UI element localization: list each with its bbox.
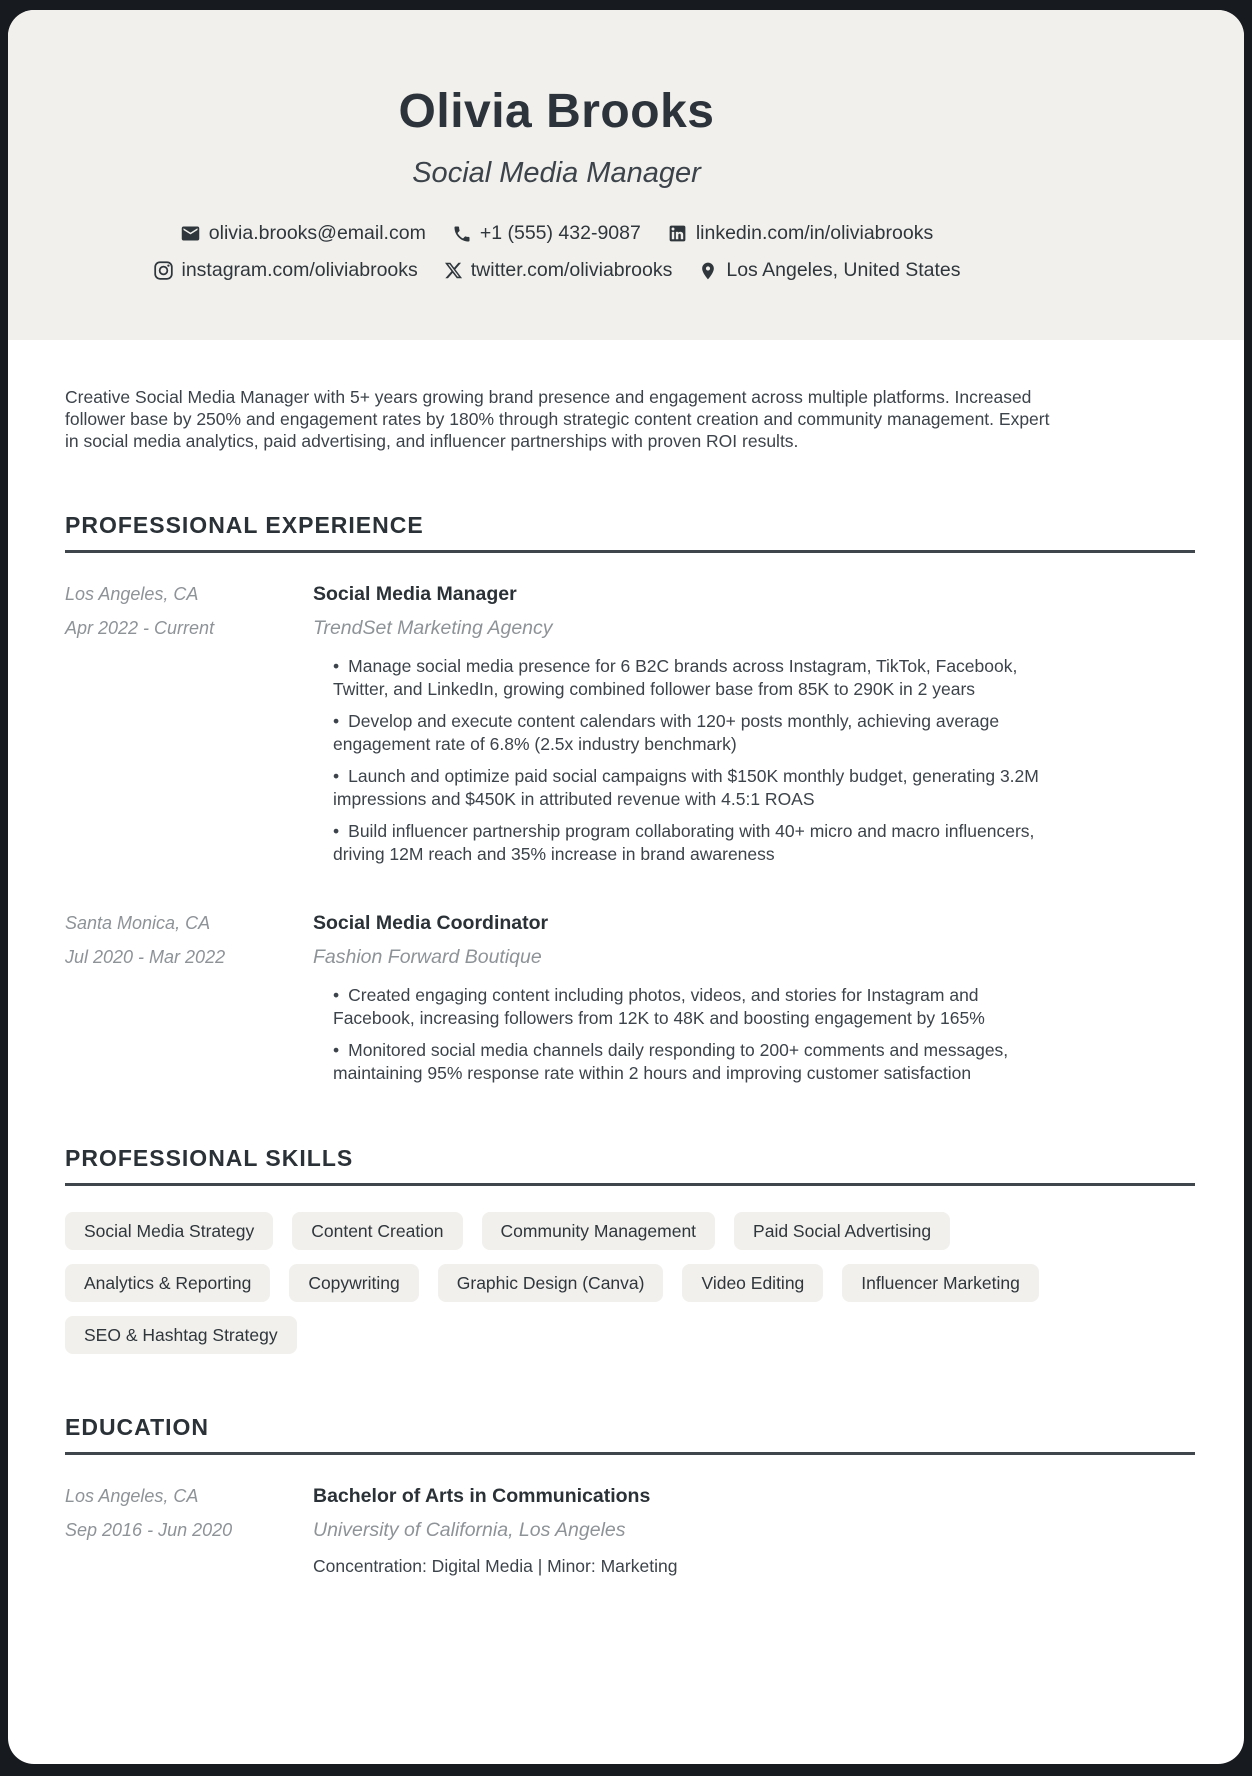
job-location: Santa Monica, CA — [65, 913, 211, 933]
job-location: Los Angeles, CA — [65, 584, 199, 604]
resume-body — [8, 386, 1244, 1578]
job-bullets — [313, 984, 1058, 1085]
email-icon — [180, 223, 201, 244]
contact-location-text: Los Angeles, United States — [726, 259, 961, 281]
section-skills — [65, 1145, 1195, 1354]
education-heading: EDUCATION — [65, 1414, 1195, 1455]
contact-phone — [452, 222, 641, 245]
contact-row-1 — [65, 222, 1048, 245]
education-details: Concentration: Digital Media | Minor: Marketing — [313, 1556, 678, 1576]
skill-tag: Copywriting — [289, 1264, 418, 1302]
job-entry — [65, 581, 1195, 866]
job-bullet: • Build influencer partnership program collaborating with 40+ micro and macro influencers, driving 12M reach and 35% increase in brand awareness — [333, 821, 1035, 864]
contact-email-text: olivia.brooks@email.com — [208, 222, 426, 244]
contact-email — [180, 222, 426, 245]
bullet-dot-icon: • — [333, 711, 340, 731]
job-dates: Apr 2022 - Current — [65, 618, 215, 638]
person-role: Social Media Manager — [412, 157, 701, 189]
skill-tag: Content Creation — [292, 1212, 462, 1250]
resume-header — [8, 10, 1244, 340]
resume-page — [8, 10, 1244, 1764]
summary-paragraph: Creative Social Media Manager with 5+ years growing brand presence and engagement across multiple platforms. Increased follower base by 250% and engagement rates by 180% through strategic content creation and community management. Expert in social media analytics, paid advertising, and influencer partnerships with proven ROI results. — [65, 387, 1050, 451]
contact-info — [65, 222, 1048, 282]
skill-tag: Video Editing — [682, 1264, 823, 1302]
instagram-icon — [153, 260, 174, 281]
job-bullets — [313, 655, 1058, 866]
skill-tag: Analytics & Reporting — [65, 1264, 270, 1302]
skill-tag: Graphic Design (Canva) — [438, 1264, 664, 1302]
job-company: TrendSet Marketing Agency — [313, 617, 553, 639]
education-degree: Bachelor of Arts in Communications — [313, 1485, 651, 1507]
job-bullet: • Develop and execute content calendars with 120+ posts monthly, achieving average engagement rate of 6.8% (2.5x industry benchmark) — [333, 711, 1000, 754]
section-education — [65, 1414, 1195, 1578]
section-experience — [65, 512, 1195, 1085]
education-location: Los Angeles, CA — [65, 1486, 199, 1506]
skill-tag: Community Management — [482, 1212, 716, 1250]
contact-linkedin-text: linkedin.com/in/oliviabrooks — [695, 222, 934, 244]
job-bullet: • Manage social media presence for 6 B2C brands across Instagram, TikTok, Facebook, Twitter, and LinkedIn, growing combined follower base from 85K to 290K in 2 years — [333, 656, 1018, 699]
bullet-dot-icon: • — [333, 656, 340, 676]
twitter-x-icon — [444, 261, 463, 280]
bullet-dot-icon: • — [333, 766, 340, 786]
education-dates: Sep 2016 - Jun 2020 — [65, 1520, 233, 1540]
contact-phone-text: +1 (555) 432-9087 — [479, 222, 641, 244]
skill-tag: Paid Social Advertising — [734, 1212, 950, 1250]
skill-tag: Influencer Marketing — [842, 1264, 1039, 1302]
job-dates: Jul 2020 - Mar 2022 — [65, 947, 226, 967]
job-title: Social Media Manager — [313, 583, 517, 605]
job-bullet: • Created engaging content including photos, videos, and stories for Instagram and Facebook, increasing followers from 12K to 48K and boosting engagement by 165% — [333, 985, 985, 1028]
skill-tags — [65, 1212, 1055, 1354]
bullet-dot-icon: • — [333, 1040, 340, 1060]
contact-linkedin — [667, 222, 933, 245]
contact-row-2 — [65, 259, 1048, 282]
phone-icon — [452, 224, 472, 244]
bullet-dot-icon: • — [333, 985, 340, 1005]
linkedin-icon — [667, 223, 688, 244]
job-title: Social Media Coordinator — [313, 912, 549, 934]
contact-instagram — [153, 259, 418, 282]
job-company: Fashion Forward Boutique — [313, 946, 542, 968]
skill-tag: SEO & Hashtag Strategy — [65, 1316, 297, 1354]
contact-twitter-text: twitter.com/oliviabrooks — [470, 259, 673, 281]
skill-tag: Social Media Strategy — [65, 1212, 273, 1250]
job-entry — [65, 910, 1195, 1085]
job-bullet: • Monitored social media channels daily responding to 200+ comments and messages, maintaining 95% response rate within 2 hours and improving customer satisfaction — [333, 1040, 1009, 1083]
bullet-dot-icon: • — [333, 821, 340, 841]
education-school: University of California, Los Angeles — [313, 1519, 626, 1541]
job-bullet: • Launch and optimize paid social campaigns with $150K monthly budget, generating 3.2M impressions and $450K in attributed revenue with 4.5:1 ROAS — [333, 766, 1039, 809]
education-entry — [65, 1483, 1195, 1578]
contact-location — [698, 259, 960, 282]
skills-heading: PROFESSIONAL SKILLS — [65, 1145, 1195, 1186]
location-icon — [698, 261, 718, 281]
contact-twitter — [444, 259, 673, 282]
contact-instagram-text: instagram.com/oliviabrooks — [181, 259, 418, 281]
person-name: Olivia Brooks — [398, 85, 715, 138]
experience-heading: PROFESSIONAL EXPERIENCE — [65, 512, 1195, 553]
